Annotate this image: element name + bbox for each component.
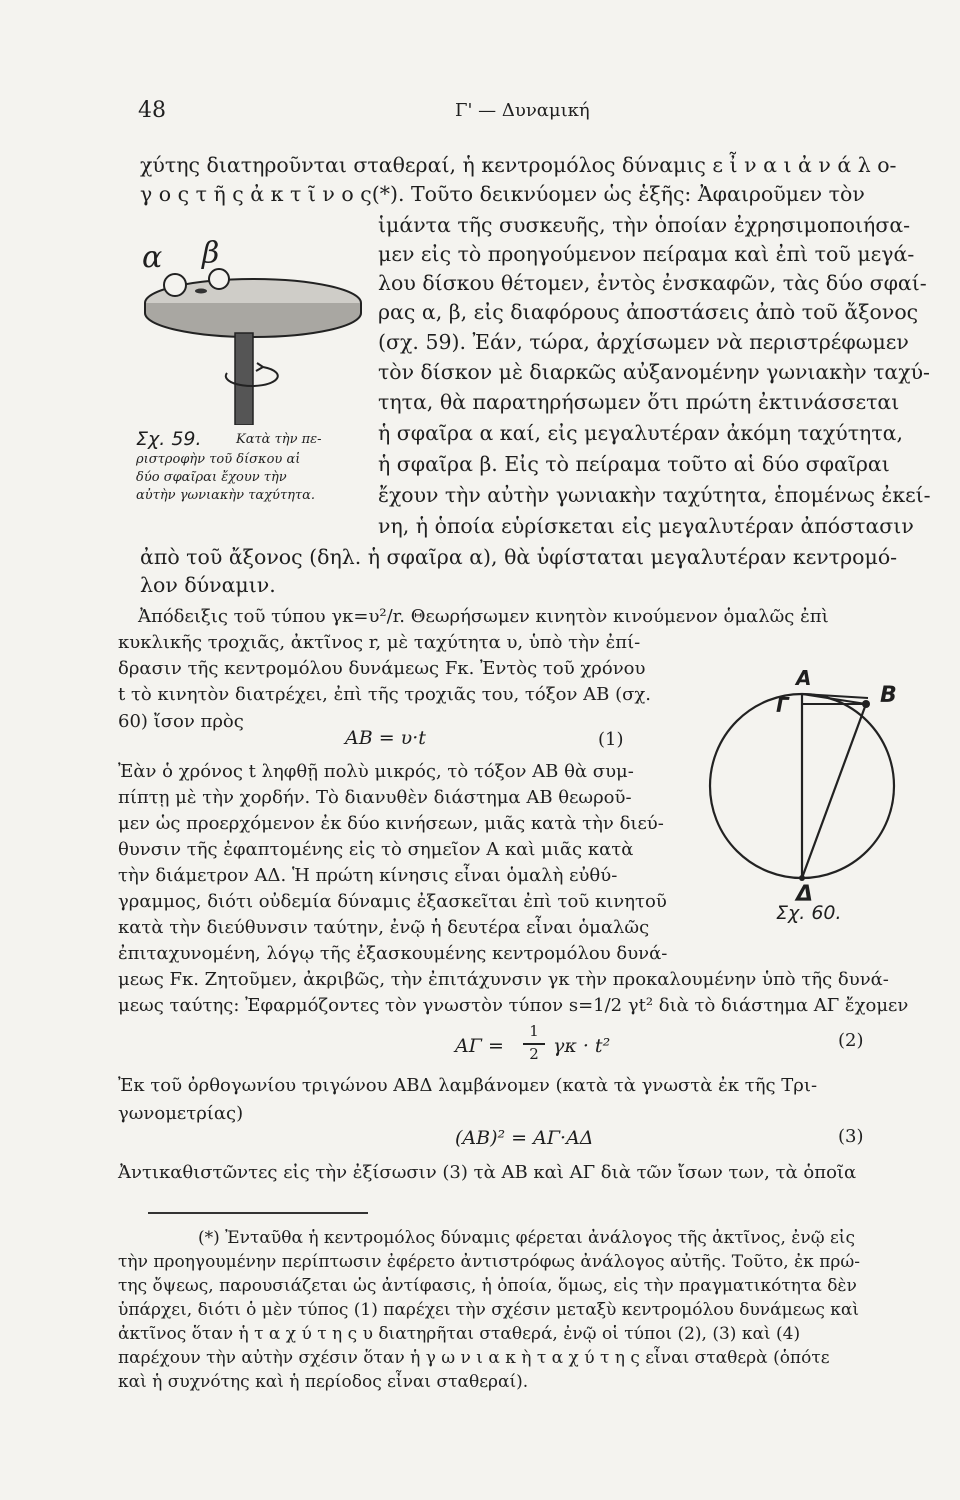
figure-59-rotating-disc: [135, 225, 375, 425]
body-line: μεως Fκ. Ζητοῦμεν, ἀκριβῶς, τὴν ἐπιτάχυνσιν γκ τὴν προκαλουμένην ὑπὸ τῆς δυνά-: [118, 969, 889, 990]
body-line: ἀπὸ τοῦ ἄξονος (δηλ. ἡ σφαῖρα α), θὰ ὑφίσταται μεγαλυτέραν κεντρομό-: [140, 545, 898, 569]
proof-line: Ἀπόδειξις τοῦ τύπου γκ=υ²/r. Θεωρήσωμεν κινητὸν κινούμενον ὁμαλῶς ἐπὶ: [138, 606, 829, 627]
fig59-label-b: β: [202, 236, 220, 271]
proof-line: δρασιν τῆς κεντρομόλου δυνάμεως Fκ. Ἐντὸς τοῦ χρόνου: [118, 658, 646, 679]
equation-3: (AB)² = ΑΓ·ΑΔ: [455, 1127, 594, 1149]
body-line: (σχ. 59). Ἐάν, τώρα, ἀρχίσωμεν νὰ περιστρέφωμεν: [378, 330, 909, 354]
footnote-rule: [148, 1212, 368, 1214]
fig59-caption-line: ριστροφὴν τοῦ δίσκου αἱ: [136, 452, 301, 467]
body-line: ἡ σφαῖρα α καί, εἰς μεγαλυτέραν ἀκόμη ταχύτητα,: [378, 421, 904, 445]
body-line: γωνομετρίας): [118, 1103, 244, 1124]
proof-line: 60) ἴσον πρὸς: [118, 711, 244, 732]
body-line: ἐπιταχυνομένη, λόγῳ τῆς ἐξασκουμένης κεντρομόλου δυνά-: [118, 943, 668, 964]
body-line: γ ο ς τ ῆ ς ἀ κ τ ῖ ν ο ς(*). Τοῦτο δεικνύομεν ὡς ἑξῆς: Ἀφαιροῦμεν τὸν: [140, 182, 865, 206]
fig59-caption-line: Κατὰ τὴν πε-: [236, 432, 322, 447]
proof-line: κυκλικῆς τροχιᾶς, ἀκτῖνος r, μὲ ταχύτητα υ, ὑπὸ τὴν ἐπί-: [118, 632, 641, 653]
body-line: μεν εἰς τὸ προηγούμενον πείραμα καὶ ἐπὶ τοῦ μεγά-: [378, 242, 915, 266]
body-line: ἱμάντα τῆς συσκευῆς, τὴν ὁποίαν ἐχρησιμοποιήσα-: [378, 213, 911, 237]
body-line: Ἐκ τοῦ ὀρθογωνίου τριγώνου ΑΒΔ λαμβάνομεν (κατὰ τὰ γνωστὰ ἐκ τῆς Τρι-: [118, 1075, 818, 1096]
running-title: Γ' — Δυναμική: [455, 100, 590, 121]
fig59-caption-line: αὐτὴν γωνιακὴν ταχύτητα.: [136, 488, 316, 503]
body-line: ἔχουν τὴν αὐτὴν γωνιακὴν ταχύτητα, ἑπομένως ἐκεί-: [378, 483, 931, 507]
equation-3-number: (3): [838, 1126, 864, 1147]
fig60-label-A: Α: [796, 666, 812, 690]
page-number: 48: [138, 98, 166, 123]
fig59-caption-title: Σχ. 59.: [136, 428, 202, 450]
body-line: θυνσιν τῆς ἐφαπτομένης εἰς τὸ σημεῖον Α καὶ μιᾶς κατὰ: [118, 839, 634, 860]
footnote-line: ἀκτῖνος ὅταν ἡ τ α χ ύ τ η ς υ διατηρῆται σταθερά, ἐνῷ οἱ τύποι (2), (3) καὶ (4): [118, 1324, 801, 1344]
body-line: κατὰ τὴν διεύθυνσιν ταύτην, ἐνῷ ἡ δευτέρα εἶναι ὁμαλῶς: [118, 917, 650, 938]
footnote-line: ὑπάρχει, διότι ὁ μὲν τύπος (1) παρέχει τὴν σχέσιν μεταξὺ κεντρομόλου δυνάμεως καὶ: [118, 1300, 860, 1320]
body-line: Ἐὰν ὁ χρόνος t ληφθῇ πολὺ μικρός, τὸ τόξον AB θὰ συμ-: [118, 761, 634, 782]
body-line: τὴν διάμετρον ΑΔ. Ἡ πρώτη κίνησις εἶναι ὁμαλὴ εὐθύ-: [118, 865, 618, 886]
body-line: ἡ σφαῖρα β. Εἰς τὸ πείραμα τοῦτο αἱ δύο σφαῖραι: [378, 452, 890, 476]
fig60-label-G: Γ: [776, 693, 789, 717]
body-line: Ἀντικαθιστῶντες εἰς τὴν ἐξίσωσιν (3) τὰ AB καὶ ΑΓ διὰ τῶν ἴσων των, τὰ ὁποῖα: [118, 1162, 857, 1183]
body-line: χύτης διατηροῦνται σταθεραί, ἡ κεντρομόλος δύναμις ε ἶ ν α ι ἀ ν ά λ ο-: [140, 153, 897, 177]
equation-2-rhs: γκ · t²: [553, 1035, 611, 1057]
body-line: λον δύναμιν.: [140, 573, 276, 597]
fraction-denominator: 2: [529, 1045, 539, 1063]
equation-1: AB = υ·t: [345, 727, 426, 749]
body-line: νη, ἡ ὁποία εὑρίσκεται εἰς μεγαλυτέραν ἀπόστασιν: [378, 514, 914, 538]
fig59-caption-line: δύο σφαῖραι ἔχουν τὴν: [136, 470, 287, 485]
equation-2-number: (2): [838, 1030, 864, 1051]
equation-1-number: (1): [598, 729, 624, 750]
body-line: τὸν δίσκον μὲ διαρκῶς αὐξανομένην γωνιακὴν ταχύ-: [378, 360, 930, 384]
equation-2-lhs: ΑΓ =: [455, 1035, 504, 1057]
body-line: γραμμος, διότι οὐδεμία δύναμις ἐξασκεῖται ἐπὶ τοῦ κινητοῦ: [118, 891, 667, 912]
body-line: τητα, θὰ παρατηρήσωμεν ὅτι πρώτη ἐκτινάσσεται: [378, 390, 900, 414]
fraction-numerator: 1: [529, 1022, 539, 1040]
fig60-caption: Σχ. 60.: [776, 902, 842, 924]
body-line: ρας α, β, εἰς διαφόρους ἀποστάσεις ἀπὸ τοῦ ἄξονος: [378, 300, 919, 324]
body-line: λου δίσκου θέτομεν, ἐντὸς ἐνσκαφῶν, τὰς δύο σφαί-: [378, 271, 927, 295]
footnote-line: (*) Ἐνταῦθα ἡ κεντρομόλος δύναμις φέρεται ἀνάλογος τῆς ἀκτῖνος, ἐνῷ εἰς: [198, 1228, 855, 1248]
fig60-label-B: Β: [880, 683, 897, 708]
footnote-line: τὴν προηγουμένην περίπτωσιν ἐφέρετο ἀντιστρόφως ἀνάλογος αὐτῆς. Τοῦτο, ἐκ πρώ-: [118, 1252, 860, 1272]
footnote-line: παρέχουν τὴν αὐτὴν σχέσιν ὅταν ἡ γ ω ν ι α κ ὴ τ α χ ύ τ η ς εἶναι σταθερὰ (ὁπότε: [118, 1348, 830, 1368]
proof-line: t τὸ κινητὸν διατρέχει, ἐπὶ τῆς τροχιᾶς του, τόξον AB (σχ.: [118, 684, 652, 705]
footnote-line: καὶ ἡ συχνότης καὶ ἡ περίοδος εἶναι σταθεραί).: [118, 1372, 529, 1392]
fig60-label-D: Δ: [796, 882, 814, 907]
fig59-label-a: α: [142, 240, 163, 275]
footnote-line: της ὄψεως, παρουσιάζεται ὡς ἀντίφασις, ἡ ὁποία, ὅμως, εἰς τὴν πραγματικότητα δὲν: [118, 1276, 857, 1296]
body-line: μεν ὡς προερχόμενον ἐκ δύο κινήσεων, μιᾶς κατὰ τὴν διεύ-: [118, 813, 664, 834]
body-line: μεως ταύτης: Ἐφαρμόζοντες τὸν γνωστὸν τύπον s=1/2 γt² διὰ τὸ διάστημα ΑΓ ἔχομεν: [118, 995, 909, 1016]
body-line: πίπτῃ μὲ τὴν χορδήν. Τὸ διανυθὲν διάστημα AB θεωροῦ-: [118, 787, 632, 808]
